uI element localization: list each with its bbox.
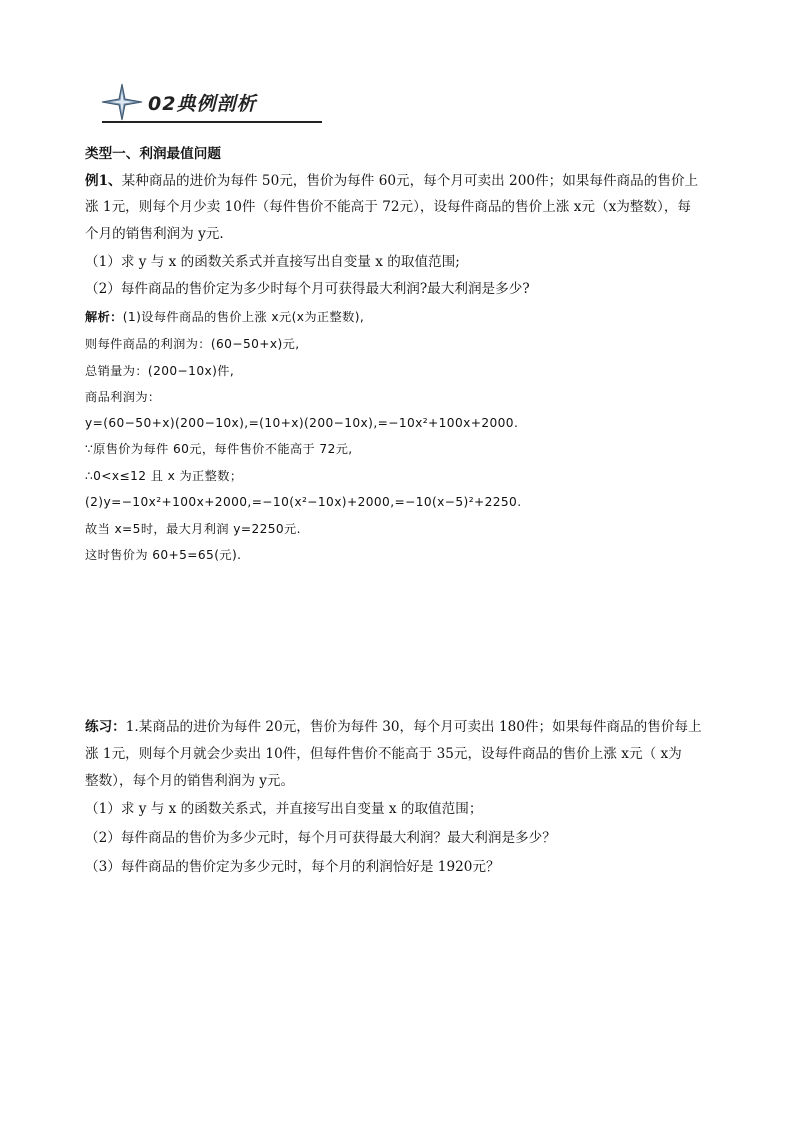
example-line-3: 个月的销售利润为 y元. [85,226,224,242]
solution-line-4: 商品利润为： [85,390,161,404]
type-heading: 类型一、利润最值问题 [85,146,221,162]
example-question-1: （1）求 y 与 x 的函数关系式并直接写出自变量 x 的取值范围; [85,254,460,270]
solution-line-7: ∴0<x≤12 且 x 为正整数； [85,469,243,483]
practice-question-3: （3）每件商品的售价定为多少元时，每个月的利润恰好是 1920元？ [85,859,500,875]
practice-label: 练习： [85,719,126,735]
solution-line-8: (2)y=−10x²+100x+2000,=−10(x²−10x)+2000,=−10(x−5)²+2250. [85,495,522,509]
solution-line-9: 故当 x=5时，最大月利润 y=2250元. [85,522,301,536]
solution-line-6: ∵原售价为每件 60元，每件售价不能高于 72元, [85,442,353,456]
example-line-2: 涨 1元，则每个月少卖 10件（每件售价不能高于 72元），设每件商品的售价上涨 x元（x为整数），每 [85,199,692,215]
section-header [100,78,322,126]
practice-question-2: （2）每件商品的售价为多少元时，每个月可获得最大利润？最大利润是多少？ [85,830,556,846]
example-label: 例1、 [85,173,122,189]
section-underline [102,121,322,123]
four-point-star-icon [100,82,144,122]
practice-line-1: 练习：1.某商品的进价为每件 20元，售价为每件 30，每个月可卖出 180件；如果每件商品的售价每上 [85,719,702,735]
solution-line-5: y=(60−50+x)(200−10x),=(10+x)(200−10x),=−10x²+100x+2000. [85,416,519,430]
solution-line-3: 总销量为：(200−10x)件, [85,364,235,378]
solution-label: 解析： [85,310,123,324]
practice-line-2: 涨 1元，则每个月就会少卖出 10件，但每件售价不能高于 35元，设每件商品的售价上涨 x元（ x为 [85,746,682,762]
solution-line-10: 这时售价为 60+5=65(元). [85,548,242,562]
practice-line-3: 整数），每个月的销售利润为 y元。 [85,773,295,789]
practice-question-1: （1）求 y 与 x 的函数关系式，并直接写出自变量 x 的取值范围； [85,801,483,817]
example-line-1: 例1、某种商品的进价为每件 50元，售价为每件 60元，每个月可卖出 200件；如果每件商品的售价上 [85,173,699,189]
section-title: 02典例剖析 [148,93,257,115]
solution-line-1: 解析：(1)设每件商品的售价上涨 x元(x为正整数), [85,310,365,324]
solution-line-2: 则每件商品的利润为：(60−50+x)元, [85,337,300,351]
example-question-2: （2）每件商品的售价定为多少时每个月可获得最大利润?最大利润是多少? [85,281,530,297]
